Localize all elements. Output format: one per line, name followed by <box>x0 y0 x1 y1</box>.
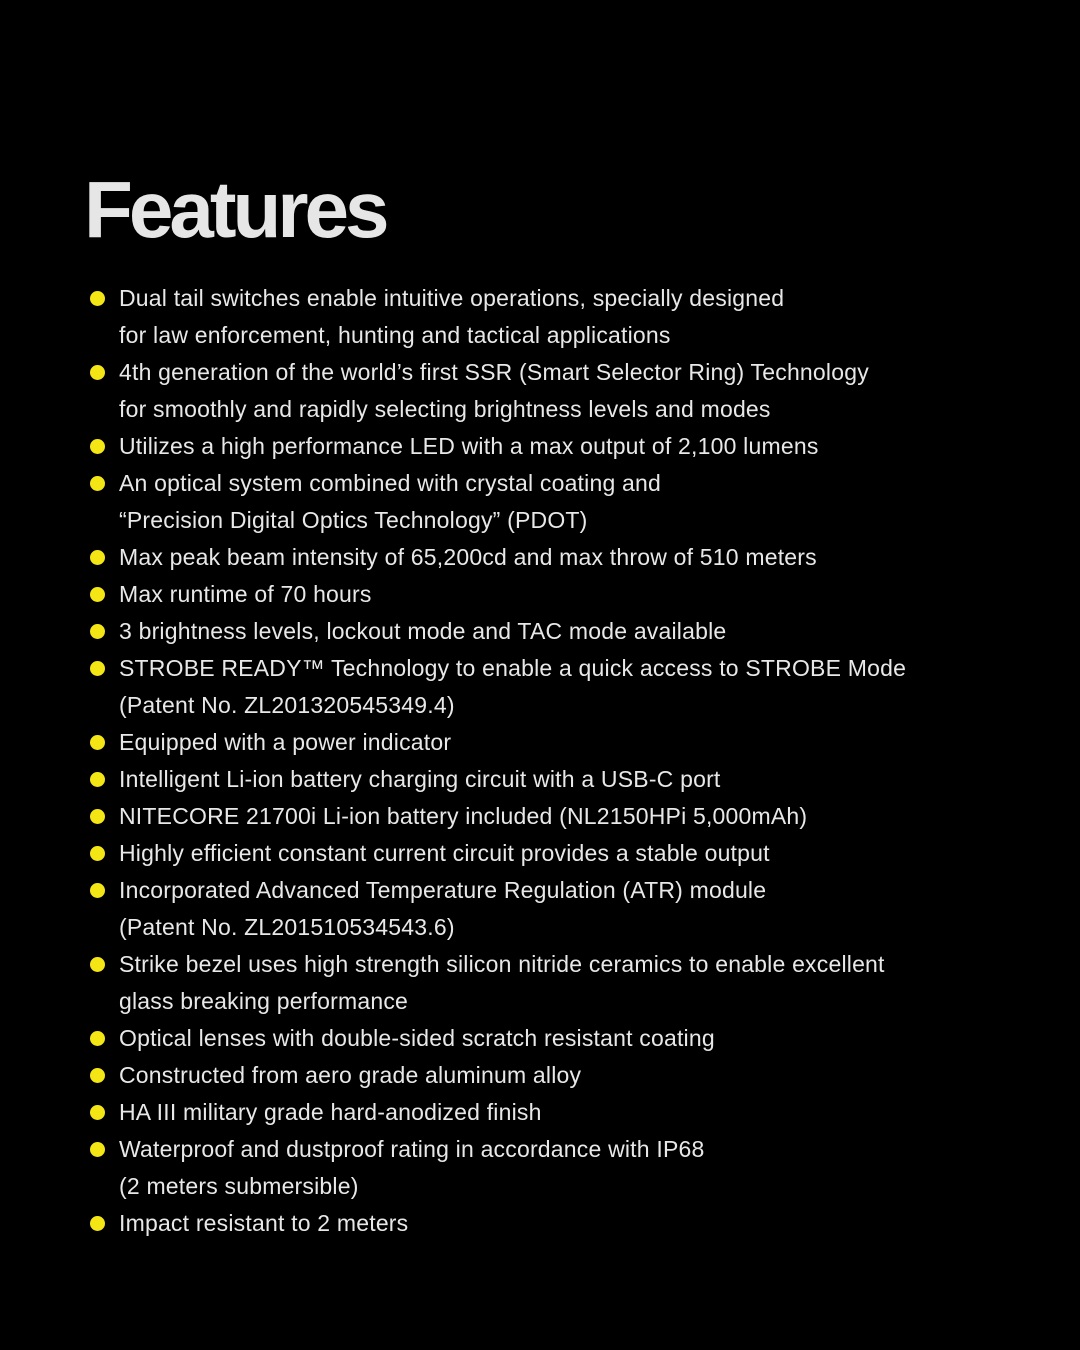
feature-text-line: Optical lenses with double-sided scratch resistant coating <box>119 1025 715 1051</box>
bullet-dot-icon <box>90 365 105 380</box>
bullet-dot-icon <box>90 587 105 602</box>
feature-item <box>0 576 1080 613</box>
feature-item <box>0 613 1080 650</box>
feature-text-line: Constructed from aero grade aluminum alloy <box>119 1062 582 1088</box>
feature-text-line: “Precision Digital Optics Technology” (PDOT) <box>119 507 588 533</box>
feature-text-line: An optical system combined with crystal coating and <box>119 470 662 496</box>
feature-text-line: Impact resistant to 2 meters <box>119 1210 409 1236</box>
feature-item <box>0 465 1080 539</box>
feature-text-line: Waterproof and dustproof rating in accordance with IP68 <box>119 1136 705 1162</box>
feature-item <box>0 946 1080 1020</box>
bullet-dot-icon <box>90 624 105 639</box>
bullet-dot-icon <box>90 957 105 972</box>
feature-item <box>0 798 1080 835</box>
feature-item <box>0 1057 1080 1094</box>
feature-text-line: Utilizes a high performance LED with a max output of 2,100 lumens <box>119 433 819 459</box>
feature-text-line: Strike bezel uses high strength silicon nitride ceramics to enable excellent <box>119 951 885 977</box>
feature-text-line: for smoothly and rapidly selecting brightness levels and modes <box>119 396 771 422</box>
bullet-dot-icon <box>90 661 105 676</box>
feature-text-line: NITECORE 21700i Li-ion battery included (NL2150HPi 5,000mAh) <box>119 803 808 829</box>
feature-item <box>0 835 1080 872</box>
bullet-dot-icon <box>90 439 105 454</box>
feature-text-line: STROBE READY™ Technology to enable a quick access to STROBE Mode <box>119 655 907 681</box>
page-title: Features <box>84 165 386 254</box>
feature-item <box>0 724 1080 761</box>
feature-list <box>0 280 1080 1242</box>
feature-text-line: Incorporated Advanced Temperature Regulation (ATR) module <box>119 877 767 903</box>
feature-item <box>0 280 1080 354</box>
bullet-dot-icon <box>90 1105 105 1120</box>
bullet-dot-icon <box>90 1031 105 1046</box>
feature-item <box>0 1205 1080 1242</box>
feature-text-line: (Patent No. ZL201320545349.4) <box>119 692 455 718</box>
bullet-dot-icon <box>90 883 105 898</box>
feature-text-line: Equipped with a power indicator <box>119 729 452 755</box>
feature-text-line: glass breaking performance <box>119 988 409 1014</box>
feature-text-line: Dual tail switches enable intuitive operations, specially designed <box>119 285 785 311</box>
feature-item <box>0 761 1080 798</box>
feature-item <box>0 1094 1080 1131</box>
feature-text-line: Highly efficient constant current circuit provides a stable output <box>119 840 770 866</box>
feature-item <box>0 539 1080 576</box>
feature-text-line: Max runtime of 70 hours <box>119 581 372 607</box>
feature-item <box>0 650 1080 724</box>
feature-item <box>0 354 1080 428</box>
feature-text-line: (Patent No. ZL201510534543.6) <box>119 914 455 940</box>
bullet-dot-icon <box>90 772 105 787</box>
bullet-dot-icon <box>90 846 105 861</box>
bullet-dot-icon <box>90 550 105 565</box>
feature-text-line: for law enforcement, hunting and tactical applications <box>119 322 671 348</box>
feature-item <box>0 1131 1080 1205</box>
feature-item <box>0 1020 1080 1057</box>
bullet-dot-icon <box>90 1216 105 1231</box>
feature-item <box>0 428 1080 465</box>
feature-text-line: 3 brightness levels, lockout mode and TAC mode available <box>119 618 727 644</box>
bullet-dot-icon <box>90 809 105 824</box>
feature-text-line: 4th generation of the world’s first SSR (Smart Selector Ring) Technology <box>119 359 869 385</box>
bullet-dot-icon <box>90 735 105 750</box>
bullet-dot-icon <box>90 476 105 491</box>
bullet-dot-icon <box>90 291 105 306</box>
bullet-dot-icon <box>90 1068 105 1083</box>
feature-text-line: Max peak beam intensity of 65,200cd and max throw of 510 meters <box>119 544 817 570</box>
bullet-dot-icon <box>90 1142 105 1157</box>
feature-item <box>0 872 1080 946</box>
feature-text-line: (2 meters submersible) <box>119 1173 359 1199</box>
feature-text-line: Intelligent Li-ion battery charging circuit with a USB-C port <box>119 766 721 792</box>
feature-text-line: HA III military grade hard-anodized finish <box>119 1099 542 1125</box>
